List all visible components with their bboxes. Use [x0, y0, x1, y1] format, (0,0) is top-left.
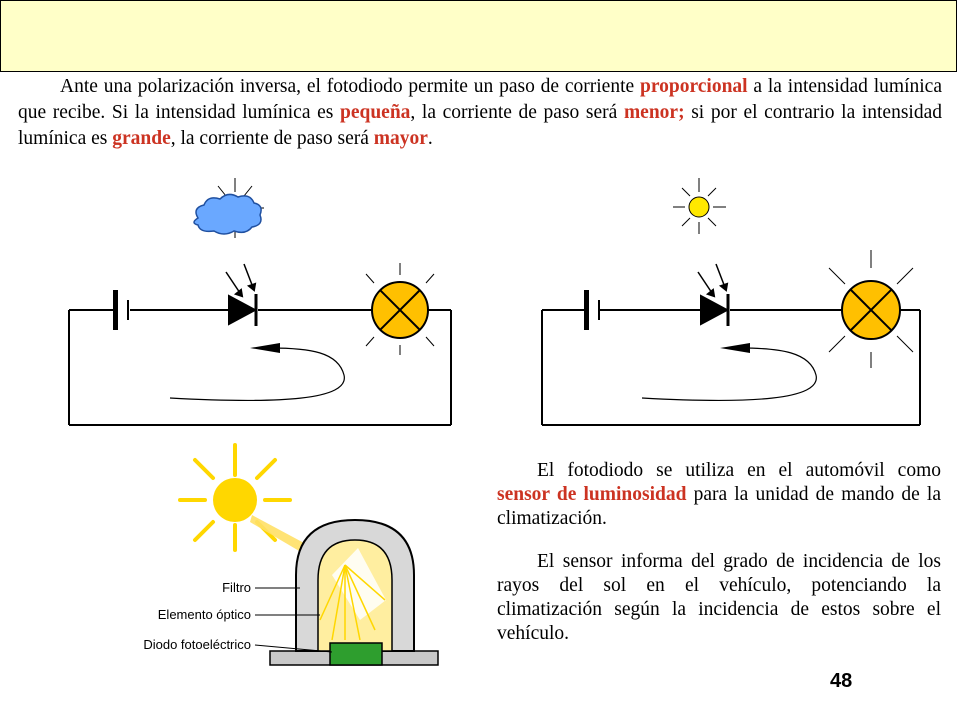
page-number: 48 [830, 670, 853, 692]
label-elemento-optico: Elemento óptico [157, 607, 251, 622]
usage-paragraph-2: El sensor informa del grado de incidencia de los rayos del sol en el vehículo, potenciando la climatización según la incidencia de estos sobre el vehículo. [497, 551, 941, 644]
intro-text-1: Ante una polarización inversa, el fotodiodo permite un paso de corriente [60, 76, 640, 97]
label-diodo-fotoelectrico: Diodo fotoeléctrico [143, 637, 251, 652]
photodiode-chip [330, 643, 382, 665]
highlight-mayor: mayor [373, 128, 428, 149]
sun-disc [213, 478, 257, 522]
highlight-grande: grande [112, 128, 171, 149]
highlight-sensor: sensor de luminosidad [497, 484, 687, 505]
highlight-menor: menor; [623, 102, 685, 123]
intro-text-4: si por el contrario la intensidad lumínica es [18, 102, 942, 149]
highlight-pequena: pequeña [339, 102, 411, 123]
usage-paragraph-1 [497, 459, 941, 531]
intro-text-2: a la intensidad lumínica que recibe. Si la intensidad lumínica es [18, 76, 942, 123]
usage-text-1: El fotodiodo se utiliza en el automóvil como [537, 460, 941, 481]
intro-text-6: . [427, 128, 433, 149]
intro-text-5: , la corriente de paso será [170, 128, 374, 149]
label-filtro: Filtro [222, 580, 251, 595]
intro-text-3: , la corriente de paso será [410, 102, 624, 123]
usage-text-2: para la unidad de mando de la climatización. [497, 484, 941, 529]
highlight-proporcional: proporcional [639, 76, 748, 97]
